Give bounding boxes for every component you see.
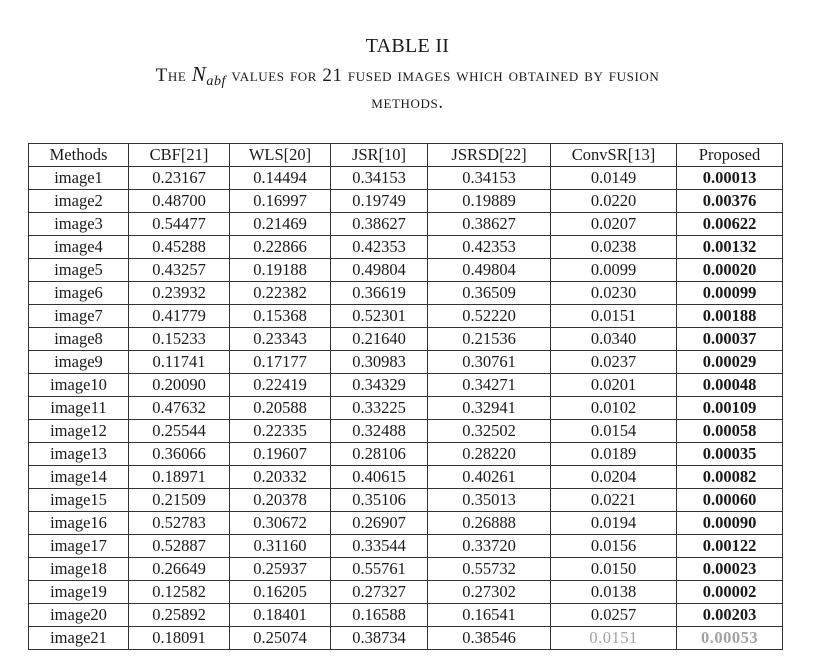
cell-wls: 0.15368: [230, 305, 331, 328]
cell-convsr: 0.0156: [551, 535, 677, 558]
row-label: image7: [29, 305, 129, 328]
results-table-container: [28, 143, 783, 650]
row-label: image21: [29, 627, 129, 650]
table-title: TABLE II: [365, 35, 450, 57]
cell-convsr: 0.0201: [551, 374, 677, 397]
cell-cbf: 0.47632: [129, 397, 230, 420]
column-header-jsr: JSR[10]: [331, 144, 428, 167]
table-row: [29, 443, 783, 466]
cell-convsr: 0.0194: [551, 512, 677, 535]
cell-proposed: 0.00132: [677, 236, 783, 259]
table-row: [29, 627, 783, 650]
cell-proposed: 0.00037: [677, 328, 783, 351]
row-label: image1: [29, 167, 129, 190]
row-label: image8: [29, 328, 129, 351]
row-label: image14: [29, 466, 129, 489]
cell-wls: 0.23343: [230, 328, 331, 351]
cell-jsr: 0.26907: [331, 512, 428, 535]
cell-jsr: 0.33225: [331, 397, 428, 420]
row-label: image12: [29, 420, 129, 443]
cell-cbf: 0.11741: [129, 351, 230, 374]
cell-cbf: 0.18971: [129, 466, 230, 489]
cell-proposed: 0.00053: [677, 627, 783, 650]
cell-jsrsd: 0.21536: [428, 328, 551, 351]
cell-proposed: 0.00023: [677, 558, 783, 581]
cell-jsr: 0.35106: [331, 489, 428, 512]
cell-jsrsd: 0.42353: [428, 236, 551, 259]
row-label: image2: [29, 190, 129, 213]
cell-cbf: 0.18091: [129, 627, 230, 650]
cell-jsr: 0.40615: [331, 466, 428, 489]
cell-proposed: 0.00020: [677, 259, 783, 282]
math-base: N: [191, 62, 207, 86]
table-caption-line2: methods.: [371, 92, 444, 113]
cell-jsrsd: 0.34153: [428, 167, 551, 190]
cell-convsr: 0.0230: [551, 282, 677, 305]
cell-jsr: 0.36619: [331, 282, 428, 305]
table-row: [29, 604, 783, 627]
cell-wls: 0.20332: [230, 466, 331, 489]
cell-proposed: 0.00002: [677, 581, 783, 604]
cell-proposed: 0.00029: [677, 351, 783, 374]
cell-cbf: 0.23932: [129, 282, 230, 305]
cell-cbf: 0.45288: [129, 236, 230, 259]
math-subscript: abf: [206, 74, 227, 89]
row-label: image5: [29, 259, 129, 282]
cell-jsr: 0.28106: [331, 443, 428, 466]
cell-jsrsd: 0.19889: [428, 190, 551, 213]
cell-jsr: 0.32488: [331, 420, 428, 443]
cell-cbf: 0.52887: [129, 535, 230, 558]
cell-convsr: 0.0138: [551, 581, 677, 604]
cell-convsr: 0.0204: [551, 466, 677, 489]
cell-cbf: 0.54477: [129, 213, 230, 236]
row-label: image3: [29, 213, 129, 236]
cell-convsr: 0.0099: [551, 259, 677, 282]
table-row: [29, 351, 783, 374]
column-header-convsr: ConvSR[13]: [551, 144, 677, 167]
table-row: [29, 535, 783, 558]
cell-proposed: 0.00082: [677, 466, 783, 489]
cell-cbf: 0.20090: [129, 374, 230, 397]
cell-jsr: 0.30983: [331, 351, 428, 374]
cell-cbf: 0.36066: [129, 443, 230, 466]
cell-convsr: 0.0151: [551, 627, 677, 650]
cell-proposed: 0.00109: [677, 397, 783, 420]
table-row: [29, 512, 783, 535]
cell-jsrsd: 0.35013: [428, 489, 551, 512]
table-row: [29, 305, 783, 328]
cell-jsrsd: 0.16541: [428, 604, 551, 627]
cell-wls: 0.25074: [230, 627, 331, 650]
cell-wls: 0.19188: [230, 259, 331, 282]
table-row: [29, 420, 783, 443]
cell-proposed: 0.00188: [677, 305, 783, 328]
table-row: [29, 397, 783, 420]
cell-wls: 0.30672: [230, 512, 331, 535]
results-table: [28, 143, 783, 650]
table-row: [29, 489, 783, 512]
column-header-wls: WLS[20]: [230, 144, 331, 167]
cell-proposed: 0.00013: [677, 167, 783, 190]
caption-prefix: The: [155, 65, 192, 86]
cell-jsr: 0.34153: [331, 167, 428, 190]
cell-wls: 0.20378: [230, 489, 331, 512]
table-row: [29, 374, 783, 397]
row-label: image19: [29, 581, 129, 604]
table-row: [29, 213, 783, 236]
cell-convsr: 0.0207: [551, 213, 677, 236]
row-label: image20: [29, 604, 129, 627]
row-label: image15: [29, 489, 129, 512]
cell-proposed: 0.00058: [677, 420, 783, 443]
cell-wls: 0.21469: [230, 213, 331, 236]
row-label: image13: [29, 443, 129, 466]
header-row: [29, 144, 783, 167]
cell-jsrsd: 0.26888: [428, 512, 551, 535]
cell-convsr: 0.0237: [551, 351, 677, 374]
cell-convsr: 0.0149: [551, 167, 677, 190]
cell-proposed: 0.00122: [677, 535, 783, 558]
cell-jsrsd: 0.32502: [428, 420, 551, 443]
cell-jsr: 0.34329: [331, 374, 428, 397]
cell-wls: 0.22866: [230, 236, 331, 259]
cell-wls: 0.14494: [230, 167, 331, 190]
cell-proposed: 0.00622: [677, 213, 783, 236]
cell-jsrsd: 0.33720: [428, 535, 551, 558]
cell-wls: 0.17177: [230, 351, 331, 374]
cell-jsr: 0.49804: [331, 259, 428, 282]
cell-jsr: 0.19749: [331, 190, 428, 213]
column-header-cbf: CBF[21]: [129, 144, 230, 167]
table-row: [29, 466, 783, 489]
table-row: [29, 558, 783, 581]
cell-proposed: 0.00048: [677, 374, 783, 397]
cell-cbf: 0.15233: [129, 328, 230, 351]
cell-cbf: 0.52783: [129, 512, 230, 535]
table-caption-line1: [0, 62, 815, 90]
row-label: image16: [29, 512, 129, 535]
table-row: [29, 581, 783, 604]
cell-convsr: 0.0150: [551, 558, 677, 581]
cell-cbf: 0.48700: [129, 190, 230, 213]
cell-wls: 0.16997: [230, 190, 331, 213]
cell-jsr: 0.33544: [331, 535, 428, 558]
table-row: [29, 259, 783, 282]
cell-wls: 0.19607: [230, 443, 331, 466]
cell-jsrsd: 0.36509: [428, 282, 551, 305]
cell-jsrsd: 0.27302: [428, 581, 551, 604]
row-label: image4: [29, 236, 129, 259]
cell-cbf: 0.43257: [129, 259, 230, 282]
cell-convsr: 0.0189: [551, 443, 677, 466]
cell-jsr: 0.27327: [331, 581, 428, 604]
caption-math-symbol: [191, 62, 227, 89]
cell-convsr: 0.0154: [551, 420, 677, 443]
cell-convsr: 0.0340: [551, 328, 677, 351]
cell-convsr: 0.0221: [551, 489, 677, 512]
table-row: [29, 236, 783, 259]
table-row: [29, 190, 783, 213]
row-label: image9: [29, 351, 129, 374]
cell-jsr: 0.38627: [331, 213, 428, 236]
cell-cbf: 0.25892: [129, 604, 230, 627]
cell-jsrsd: 0.55732: [428, 558, 551, 581]
cell-convsr: 0.0257: [551, 604, 677, 627]
cell-wls: 0.20588: [230, 397, 331, 420]
cell-jsr: 0.16588: [331, 604, 428, 627]
cell-cbf: 0.41779: [129, 305, 230, 328]
cell-jsr: 0.52301: [331, 305, 428, 328]
cell-wls: 0.22335: [230, 420, 331, 443]
caption-suffix: values for 21 fused images which obtained by fusion: [226, 65, 660, 86]
cell-convsr: 0.0220: [551, 190, 677, 213]
cell-wls: 0.22419: [230, 374, 331, 397]
cell-proposed: 0.00099: [677, 282, 783, 305]
table-body: [29, 167, 783, 650]
cell-proposed: 0.00203: [677, 604, 783, 627]
cell-cbf: 0.26649: [129, 558, 230, 581]
cell-wls: 0.25937: [230, 558, 331, 581]
cell-jsrsd: 0.40261: [428, 466, 551, 489]
cell-wls: 0.22382: [230, 282, 331, 305]
cell-proposed: 0.00035: [677, 443, 783, 466]
cell-wls: 0.16205: [230, 581, 331, 604]
cell-jsrsd: 0.49804: [428, 259, 551, 282]
cell-jsrsd: 0.30761: [428, 351, 551, 374]
cell-jsr: 0.21640: [331, 328, 428, 351]
table-row: [29, 282, 783, 305]
cell-proposed: 0.00060: [677, 489, 783, 512]
table-row: [29, 328, 783, 351]
cell-convsr: 0.0102: [551, 397, 677, 420]
row-label: image11: [29, 397, 129, 420]
cell-jsrsd: 0.28220: [428, 443, 551, 466]
cell-proposed: 0.00376: [677, 190, 783, 213]
row-label: image10: [29, 374, 129, 397]
row-label: image6: [29, 282, 129, 305]
column-header-methods: Methods: [29, 144, 129, 167]
row-label: image18: [29, 558, 129, 581]
cell-jsr: 0.38734: [331, 627, 428, 650]
cell-jsrsd: 0.38546: [428, 627, 551, 650]
cell-cbf: 0.23167: [129, 167, 230, 190]
cell-cbf: 0.12582: [129, 581, 230, 604]
column-header-proposed: Proposed: [677, 144, 783, 167]
table-row: [29, 167, 783, 190]
cell-jsr: 0.55761: [331, 558, 428, 581]
cell-convsr: 0.0238: [551, 236, 677, 259]
cell-wls: 0.18401: [230, 604, 331, 627]
cell-jsr: 0.42353: [331, 236, 428, 259]
cell-wls: 0.31160: [230, 535, 331, 558]
cell-jsrsd: 0.34271: [428, 374, 551, 397]
column-header-jsrsd: JSRSD[22]: [428, 144, 551, 167]
cell-proposed: 0.00090: [677, 512, 783, 535]
row-label: image17: [29, 535, 129, 558]
cell-cbf: 0.21509: [129, 489, 230, 512]
cell-jsrsd: 0.52220: [428, 305, 551, 328]
cell-convsr: 0.0151: [551, 305, 677, 328]
cell-cbf: 0.25544: [129, 420, 230, 443]
cell-jsrsd: 0.38627: [428, 213, 551, 236]
cell-jsrsd: 0.32941: [428, 397, 551, 420]
